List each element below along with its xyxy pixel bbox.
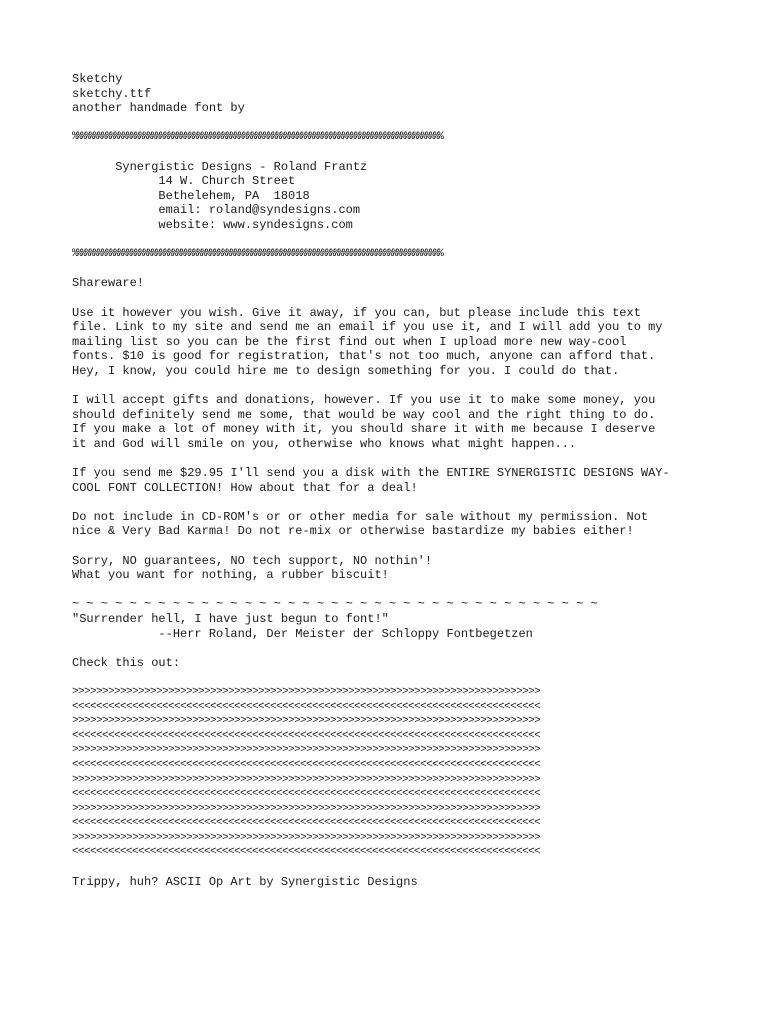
paragraph-line: If you send me $29.95 I'll send you a disk with the ENTIRE SYNERGISTIC DESIGNS WAY- [72,466,670,481]
paragraph-line: fonts. $10 is good for registration, that's not too much, anyone can afford that. [72,349,656,364]
op-art-row-left: <<<<<<<<<<<<<<<<<<<<<<<<<<<<<<<<<<<<<<<<<<<<<<<<<<<<<<<<<<<<<<<<<<<<<<<<<<<<<< [72,729,541,742]
paragraph-line: Hey, I know, you could hire me to design something for you. I could do that. [72,363,620,378]
paragraph-line: Sorry, NO guarantees, NO tech support, NO nothin'! [72,553,433,568]
paragraph-collection-offer [72,466,752,495]
blank-line [72,116,752,131]
paragraph-line: I will accept gifts and donations, however. If you use it to make some money, you [72,393,656,408]
op-art-row-left: <<<<<<<<<<<<<<<<<<<<<<<<<<<<<<<<<<<<<<<<<<<<<<<<<<<<<<<<<<<<<<<<<<<<<<<<<<<<<< [72,700,541,713]
shareware-heading: Shareware! [72,276,145,291]
blank-line [72,670,752,685]
percent-separator-bottom: %%%%%%%%%%%%%%%%%%%%%%%%%%%%%%%%%%%%%%%%%%%%%%%%%%%%%%%%%%%%%%%%%%%%%%%%%%%%%%%%%%%%%%%%% [72,248,442,261]
paragraph-usage [72,306,752,379]
percent-separator-top: %%%%%%%%%%%%%%%%%%%%%%%%%%%%%%%%%%%%%%%%%%%%%%%%%%%%%%%%%%%%%%%%%%%%%%%%%%%%%%%%%%%%%%%%% [72,131,442,144]
paragraph-line: Use it however you wish. Give it away, if you can, but please include this text [72,305,641,320]
quote-text: "Surrender hell, I have just begun to font!" [72,611,389,626]
op-art-row-right: >>>>>>>>>>>>>>>>>>>>>>>>>>>>>>>>>>>>>>>>>>>>>>>>>>>>>>>>>>>>>>>>>>>>>>>>>>>>>> [72,715,541,728]
contact-website: website: www.syndesigns.com [72,217,353,232]
blank-line [72,145,752,160]
check-this-out-label: Check this out: [72,655,181,670]
tilde-separator: ~ ~ ~ ~ ~ ~ ~ ~ ~ ~ ~ ~ ~ ~ ~ ~ ~ ~ ~ ~ ~ ~ ~ ~ ~ ~ ~ ~ ~ ~ ~ ~ ~ ~ ~ ~ ~ [72,597,598,612]
paragraph-redistribution [72,510,752,539]
op-art-row-right: >>>>>>>>>>>>>>>>>>>>>>>>>>>>>>>>>>>>>>>>>>>>>>>>>>>>>>>>>>>>>>>>>>>>>>>>>>>>>> [72,831,541,844]
blank-line [72,451,752,466]
paragraph-disclaimer [72,554,752,583]
font-readme-document [72,72,752,889]
blank-line [72,641,752,656]
font-filename: sketchy.ttf [72,86,152,101]
contact-company: Synergistic Designs - Roland Frantz [72,159,368,174]
op-art-row-right: >>>>>>>>>>>>>>>>>>>>>>>>>>>>>>>>>>>>>>>>>>>>>>>>>>>>>>>>>>>>>>>>>>>>>>>>>>>>>> [72,744,541,757]
contact-email: email: roland@syndesigns.com [72,203,361,218]
op-art-row-right: >>>>>>>>>>>>>>>>>>>>>>>>>>>>>>>>>>>>>>>>>>>>>>>>>>>>>>>>>>>>>>>>>>>>>>>>>>>>>> [72,685,541,698]
paragraph-line: should definitely send me some, that would be way cool and the right thing to do. [72,407,656,422]
paragraph-line: it and God will smile on you, otherwise who knows what might happen... [72,436,577,451]
blank-line [72,539,752,554]
blank-line [72,291,752,306]
blank-line [72,860,752,875]
paragraph-line: Do not include in CD-ROM's or or other media for sale without my permission. Not [72,509,649,524]
paragraph-line: mailing list so you can be the first find out when I upload more new way-cool [72,334,627,349]
op-art-row-left: <<<<<<<<<<<<<<<<<<<<<<<<<<<<<<<<<<<<<<<<<<<<<<<<<<<<<<<<<<<<<<<<<<<<<<<<<<<<<< [72,788,541,801]
blank-line [72,233,752,248]
paragraph-line: nice & Very Bad Karma! Do not re-mix or otherwise bastardize my babies either! [72,524,634,539]
paragraph-line: If you make a lot of money with it, you should share it with me because I deserve [72,422,656,437]
op-art-row-left: <<<<<<<<<<<<<<<<<<<<<<<<<<<<<<<<<<<<<<<<<<<<<<<<<<<<<<<<<<<<<<<<<<<<<<<<<<<<<< [72,846,541,859]
closing-line: Trippy, huh? ASCII Op Art by Synergistic Designs [72,874,418,889]
paragraph-donations [72,393,752,451]
op-art-row-left: <<<<<<<<<<<<<<<<<<<<<<<<<<<<<<<<<<<<<<<<<<<<<<<<<<<<<<<<<<<<<<<<<<<<<<<<<<<<<< [72,817,541,830]
contact-city: Bethelehem, PA 18018 [72,188,310,203]
op-art-row-right: >>>>>>>>>>>>>>>>>>>>>>>>>>>>>>>>>>>>>>>>>>>>>>>>>>>>>>>>>>>>>>>>>>>>>>>>>>>>>> [72,773,541,786]
ascii-op-art [72,685,752,860]
paragraph-line: What you want for nothing, a rubber biscuit! [72,568,389,583]
paragraph-line: COOL FONT COLLECTION! How about that for a deal! [72,480,418,495]
blank-line [72,262,752,277]
quote-attribution: --Herr Roland, Der Meister der Schloppy Fontbegetzen [72,626,533,641]
blank-line [72,583,752,598]
paragraph-line: file. Link to my site and send me an email if you use it, and I will add you to my [72,320,663,335]
op-art-row-right: >>>>>>>>>>>>>>>>>>>>>>>>>>>>>>>>>>>>>>>>>>>>>>>>>>>>>>>>>>>>>>>>>>>>>>>>>>>>>> [72,802,541,815]
op-art-row-left: <<<<<<<<<<<<<<<<<<<<<<<<<<<<<<<<<<<<<<<<<<<<<<<<<<<<<<<<<<<<<<<<<<<<<<<<<<<<<< [72,758,541,771]
font-byline: another handmade font by [72,101,245,116]
font-name: Sketchy [72,72,123,86]
blank-line [72,495,752,510]
contact-street: 14 W. Church Street [72,174,296,189]
blank-line [72,378,752,393]
